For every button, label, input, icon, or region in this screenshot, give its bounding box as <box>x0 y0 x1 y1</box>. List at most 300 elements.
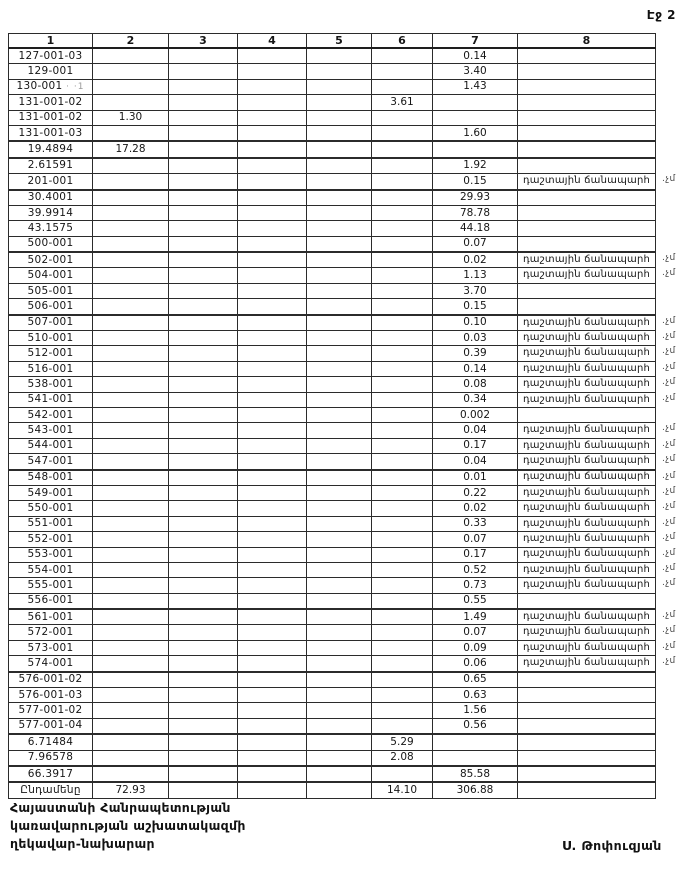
code-cell <box>9 392 93 407</box>
value-cell <box>93 438 169 453</box>
value-cell <box>238 593 307 609</box>
value-cell <box>238 470 307 486</box>
value-cell <box>307 110 372 125</box>
value-cell <box>93 485 169 500</box>
value-cell <box>169 283 238 298</box>
value-cell: 0.06 <box>433 656 518 672</box>
value-cell <box>307 392 372 407</box>
value-cell <box>307 640 372 655</box>
road-type-cell <box>518 48 656 64</box>
road-type-cell <box>518 205 656 220</box>
value-cell <box>238 283 307 298</box>
value-cell <box>372 501 433 516</box>
signatory-name: Ս. Թոփուզյան <box>562 838 662 853</box>
code-cell <box>9 190 93 206</box>
code-text: 549-001 <box>27 486 74 499</box>
value-cell <box>169 95 238 110</box>
code-cell <box>9 315 93 331</box>
value-cell <box>307 501 372 516</box>
table-row <box>9 252 656 268</box>
value-cell <box>307 562 372 577</box>
road-type-cell <box>518 734 656 750</box>
faint-print-artifact: · ·1 <box>66 82 85 93</box>
column-header: 5 <box>307 34 372 49</box>
value-cell <box>372 48 433 64</box>
road-type-text: դաշտային ճանապարհ <box>522 424 651 436</box>
value-cell <box>372 252 433 268</box>
code-text: 574-001 <box>27 656 74 669</box>
code-cell <box>9 423 93 438</box>
value-cell: 72.93 <box>93 782 169 798</box>
value-cell <box>169 407 238 422</box>
value-cell: 17.28 <box>93 141 169 157</box>
value-cell <box>372 578 433 593</box>
road-type-cell <box>518 95 656 110</box>
code-cell <box>9 766 93 782</box>
value-cell <box>372 766 433 782</box>
value-cell <box>169 578 238 593</box>
value-cell <box>307 95 372 110</box>
road-type-cell <box>518 236 656 252</box>
value-cell: 14.10 <box>372 782 433 798</box>
value-cell <box>372 593 433 609</box>
value-cell: 44.18 <box>433 221 518 236</box>
value-cell: 0.73 <box>433 578 518 593</box>
table-row <box>9 454 656 470</box>
value-cell <box>93 299 169 315</box>
road-type-cell <box>518 782 656 798</box>
road-type-text: դաշտային ճանապարհ <box>522 533 651 545</box>
value-cell <box>307 438 372 453</box>
code-cell <box>9 95 93 110</box>
column-header: 6 <box>372 34 433 49</box>
value-cell <box>169 252 238 268</box>
value-cell <box>169 125 238 141</box>
code-text: 538-001 <box>27 377 74 390</box>
value-cell <box>169 593 238 609</box>
value-cell <box>238 609 307 625</box>
code-cell <box>9 454 93 470</box>
code-cell <box>9 236 93 252</box>
value-cell <box>238 174 307 190</box>
value-cell <box>169 640 238 655</box>
road-type-cell <box>518 299 656 315</box>
value-cell <box>93 158 169 174</box>
value-cell <box>307 361 372 376</box>
value-cell: 0.65 <box>433 672 518 688</box>
code-text: 554-001 <box>27 563 74 576</box>
value-cell <box>169 205 238 220</box>
value-cell: 0.34 <box>433 392 518 407</box>
road-type-cell <box>518 593 656 609</box>
value-cell <box>93 79 169 94</box>
code-cell <box>9 516 93 531</box>
road-type-text: դաշտային ճանապարհ <box>522 657 651 669</box>
value-cell <box>433 141 518 157</box>
value-cell <box>307 252 372 268</box>
value-cell <box>169 268 238 283</box>
margin-note: .չմ <box>662 501 676 512</box>
value-cell <box>372 190 433 206</box>
value-cell: 0.02 <box>433 501 518 516</box>
value-cell <box>372 640 433 655</box>
value-cell <box>169 141 238 157</box>
value-cell <box>238 532 307 547</box>
value-cell <box>372 205 433 220</box>
value-cell <box>372 331 433 346</box>
margin-note: .չմ <box>662 331 676 342</box>
code-cell <box>9 158 93 174</box>
value-cell <box>238 547 307 562</box>
value-cell <box>169 485 238 500</box>
road-type-cell <box>518 562 676 577</box>
value-cell <box>169 718 238 734</box>
value-cell <box>238 95 307 110</box>
table-row <box>9 672 656 688</box>
value-cell: 1.60 <box>433 125 518 141</box>
value-cell <box>238 485 307 500</box>
value-cell <box>93 64 169 79</box>
value-cell <box>238 48 307 64</box>
code-cell <box>9 268 93 283</box>
table-row <box>9 125 656 141</box>
code-text: 551-001 <box>27 517 74 530</box>
value-cell <box>372 562 433 577</box>
road-type-cell <box>518 750 656 766</box>
value-cell: 0.63 <box>433 688 518 703</box>
margin-note: .չմ <box>662 423 676 434</box>
value-cell <box>169 110 238 125</box>
value-cell <box>372 392 433 407</box>
value-cell <box>372 656 433 672</box>
code-cell <box>9 578 93 593</box>
value-cell <box>238 578 307 593</box>
table-row <box>9 766 656 782</box>
value-cell <box>372 174 433 190</box>
road-type-cell <box>518 64 656 79</box>
value-cell <box>93 95 169 110</box>
value-cell <box>307 283 372 298</box>
road-type-cell <box>518 315 676 331</box>
code-text: 131-001-03 <box>18 126 83 139</box>
value-cell <box>372 454 433 470</box>
value-cell <box>238 315 307 331</box>
code-text: 504-001 <box>27 269 74 282</box>
table-row <box>9 79 656 94</box>
road-type-cell <box>518 718 656 734</box>
road-type-cell <box>518 516 676 531</box>
code-text: 552-001 <box>27 532 74 545</box>
value-cell: 0.15 <box>433 299 518 315</box>
table-row <box>9 377 656 392</box>
value-cell <box>238 158 307 174</box>
road-type-cell <box>518 454 676 470</box>
value-cell <box>372 361 433 376</box>
value-cell <box>93 361 169 376</box>
value-cell <box>372 516 433 531</box>
code-cell <box>9 205 93 220</box>
table-row <box>9 221 656 236</box>
value-cell <box>93 221 169 236</box>
code-cell <box>9 346 93 361</box>
value-cell <box>169 516 238 531</box>
value-cell <box>372 438 433 453</box>
code-cell <box>9 640 93 655</box>
value-cell <box>307 454 372 470</box>
table-row <box>9 158 656 174</box>
road-type-cell <box>518 625 676 640</box>
value-cell: 1.49 <box>433 609 518 625</box>
table-row <box>9 236 656 252</box>
value-cell: 0.07 <box>433 532 518 547</box>
value-cell <box>238 299 307 315</box>
code-text: 19.4894 <box>27 143 74 156</box>
code-cell <box>9 110 93 125</box>
road-type-text: դաշտային ճանապարհ <box>522 316 651 328</box>
code-text: 544-001 <box>27 439 74 452</box>
value-cell <box>372 407 433 422</box>
value-cell <box>93 501 169 516</box>
value-cell <box>169 672 238 688</box>
road-type-cell <box>518 656 676 672</box>
value-cell <box>238 346 307 361</box>
value-cell <box>93 578 169 593</box>
value-cell <box>238 718 307 734</box>
value-cell <box>93 283 169 298</box>
margin-note: .չմ <box>662 562 676 573</box>
value-cell <box>169 392 238 407</box>
code-text: 7.96578 <box>27 751 74 764</box>
code-text: Ընդամենը <box>20 784 81 797</box>
margin-note: .չմ <box>662 315 676 326</box>
value-cell <box>169 750 238 766</box>
value-cell <box>238 766 307 782</box>
value-cell: 3.70 <box>433 283 518 298</box>
value-cell <box>307 718 372 734</box>
value-cell: 1.13 <box>433 268 518 283</box>
value-cell: 1.92 <box>433 158 518 174</box>
code-text: 512-001 <box>27 347 74 360</box>
road-type-cell <box>518 547 676 562</box>
road-type-text: դաշտային ճանապարհ <box>522 471 651 483</box>
margin-note: .չմ <box>662 438 676 449</box>
code-text: 39.9914 <box>27 206 74 219</box>
value-cell: 0.08 <box>433 377 518 392</box>
value-cell <box>238 79 307 94</box>
value-cell: 2.08 <box>372 750 433 766</box>
value-cell <box>93 470 169 486</box>
code-cell <box>9 141 93 157</box>
margin-note: .չմ <box>662 532 676 543</box>
road-type-text: դաշտային ճանապարհ <box>522 611 651 622</box>
margin-note: .չմ <box>662 361 676 372</box>
value-cell <box>169 236 238 252</box>
table-row <box>9 718 656 734</box>
road-type-cell <box>518 423 676 438</box>
code-text: 541-001 <box>27 393 74 406</box>
value-cell <box>238 438 307 453</box>
value-cell <box>307 315 372 331</box>
code-cell <box>9 718 93 734</box>
value-cell: 1.56 <box>433 703 518 718</box>
column-header: 2 <box>93 34 169 49</box>
code-cell <box>9 609 93 625</box>
code-cell <box>9 361 93 376</box>
road-type-cell <box>518 532 676 547</box>
value-cell <box>238 501 307 516</box>
code-text: 66.3917 <box>27 767 74 780</box>
value-cell: 0.17 <box>433 547 518 562</box>
road-type-text: դաշտային ճանապարհ <box>522 563 651 575</box>
road-type-cell <box>518 672 656 688</box>
value-cell <box>307 656 372 672</box>
table-row <box>9 734 656 750</box>
value-cell <box>307 331 372 346</box>
value-cell <box>372 236 433 252</box>
value-cell <box>238 656 307 672</box>
road-type-cell <box>518 141 656 157</box>
code-text: 500-001 <box>27 237 74 250</box>
value-cell <box>238 423 307 438</box>
value-cell <box>307 236 372 252</box>
value-cell <box>93 656 169 672</box>
value-cell: 0.15 <box>433 174 518 190</box>
margin-note: .չմ <box>662 454 676 465</box>
value-cell: 0.10 <box>433 315 518 331</box>
value-cell <box>169 48 238 64</box>
road-type-text: դաշտային ճանապարհ <box>522 269 651 281</box>
value-cell <box>169 158 238 174</box>
code-text: 577-001-02 <box>18 704 83 717</box>
table-row <box>9 547 656 562</box>
value-cell <box>93 48 169 64</box>
value-cell <box>372 110 433 125</box>
table-row <box>9 283 656 298</box>
value-cell <box>238 64 307 79</box>
value-cell <box>93 236 169 252</box>
value-cell <box>169 625 238 640</box>
value-cell <box>169 734 238 750</box>
value-cell <box>307 141 372 157</box>
value-cell <box>238 454 307 470</box>
value-cell: 3.40 <box>433 64 518 79</box>
value-cell <box>93 625 169 640</box>
value-cell: 0.02 <box>433 252 518 268</box>
page-number: Էջ 2 <box>646 8 676 22</box>
table-row <box>9 423 656 438</box>
table-row <box>9 64 656 79</box>
table-row <box>9 110 656 125</box>
value-cell <box>372 672 433 688</box>
value-cell: 0.14 <box>433 48 518 64</box>
code-text: 130-001 <box>16 80 63 93</box>
road-type-cell <box>518 190 656 206</box>
code-text: 127-001-03 <box>18 49 83 62</box>
table-row <box>9 346 656 361</box>
value-cell: 0.52 <box>433 562 518 577</box>
value-cell <box>238 190 307 206</box>
value-cell: 1.43 <box>433 79 518 94</box>
value-cell: 1.30 <box>93 110 169 125</box>
value-cell <box>372 221 433 236</box>
value-cell <box>307 625 372 640</box>
table-row <box>9 532 656 547</box>
table-row <box>9 407 656 422</box>
value-cell <box>169 562 238 577</box>
value-cell <box>372 79 433 94</box>
value-cell <box>307 64 372 79</box>
road-type-text: դաշտային ճանապարհ <box>522 175 651 187</box>
value-cell <box>372 125 433 141</box>
column-header: 3 <box>169 34 238 49</box>
code-cell <box>9 438 93 453</box>
value-cell <box>238 361 307 376</box>
road-type-cell <box>518 268 676 283</box>
road-type-text: դաշտային ճանապարհ <box>522 254 651 266</box>
value-cell: 0.33 <box>433 516 518 531</box>
signatory-title <box>10 799 246 853</box>
value-cell <box>238 562 307 577</box>
value-cell <box>238 672 307 688</box>
signatory-title-line: կառավարության աշխատակազմի <box>10 818 246 834</box>
value-cell <box>307 423 372 438</box>
value-cell <box>238 252 307 268</box>
value-cell <box>238 377 307 392</box>
code-cell <box>9 547 93 562</box>
value-cell <box>238 625 307 640</box>
road-type-text: դաշտային ճանապարհ <box>522 579 651 591</box>
code-cell <box>9 283 93 298</box>
value-cell <box>372 283 433 298</box>
value-cell <box>307 782 372 798</box>
margin-note: .չմ <box>662 610 676 621</box>
value-cell: 0.03 <box>433 331 518 346</box>
value-cell <box>93 718 169 734</box>
value-cell <box>372 718 433 734</box>
margin-note: .չմ <box>662 640 676 651</box>
code-text: 516-001 <box>27 362 74 375</box>
value-cell: 29.93 <box>433 190 518 206</box>
road-type-cell <box>518 221 656 236</box>
value-cell <box>238 516 307 531</box>
road-type-cell <box>518 174 676 190</box>
value-cell <box>93 750 169 766</box>
value-cell <box>169 221 238 236</box>
value-cell <box>93 562 169 577</box>
road-type-cell <box>518 377 676 392</box>
code-text: 131-001-02 <box>18 95 83 108</box>
margin-note: .չմ <box>662 656 676 667</box>
road-type-text: դաշտային ճանապարհ <box>522 626 651 638</box>
value-cell <box>307 578 372 593</box>
margin-note: .չմ <box>662 578 676 589</box>
code-cell <box>9 734 93 750</box>
margin-note: .չմ <box>662 174 676 185</box>
value-cell <box>169 438 238 453</box>
code-cell <box>9 48 93 64</box>
code-text: 201-001 <box>27 174 74 187</box>
table-row <box>9 141 656 157</box>
road-type-cell <box>518 125 656 141</box>
road-type-text: դաշտային ճանապարհ <box>522 393 651 405</box>
value-cell <box>169 190 238 206</box>
code-cell <box>9 625 93 640</box>
road-type-cell <box>518 501 676 516</box>
road-type-cell <box>518 640 676 655</box>
margin-note: .չմ <box>662 346 676 357</box>
value-cell: 0.39 <box>433 346 518 361</box>
code-cell <box>9 64 93 79</box>
